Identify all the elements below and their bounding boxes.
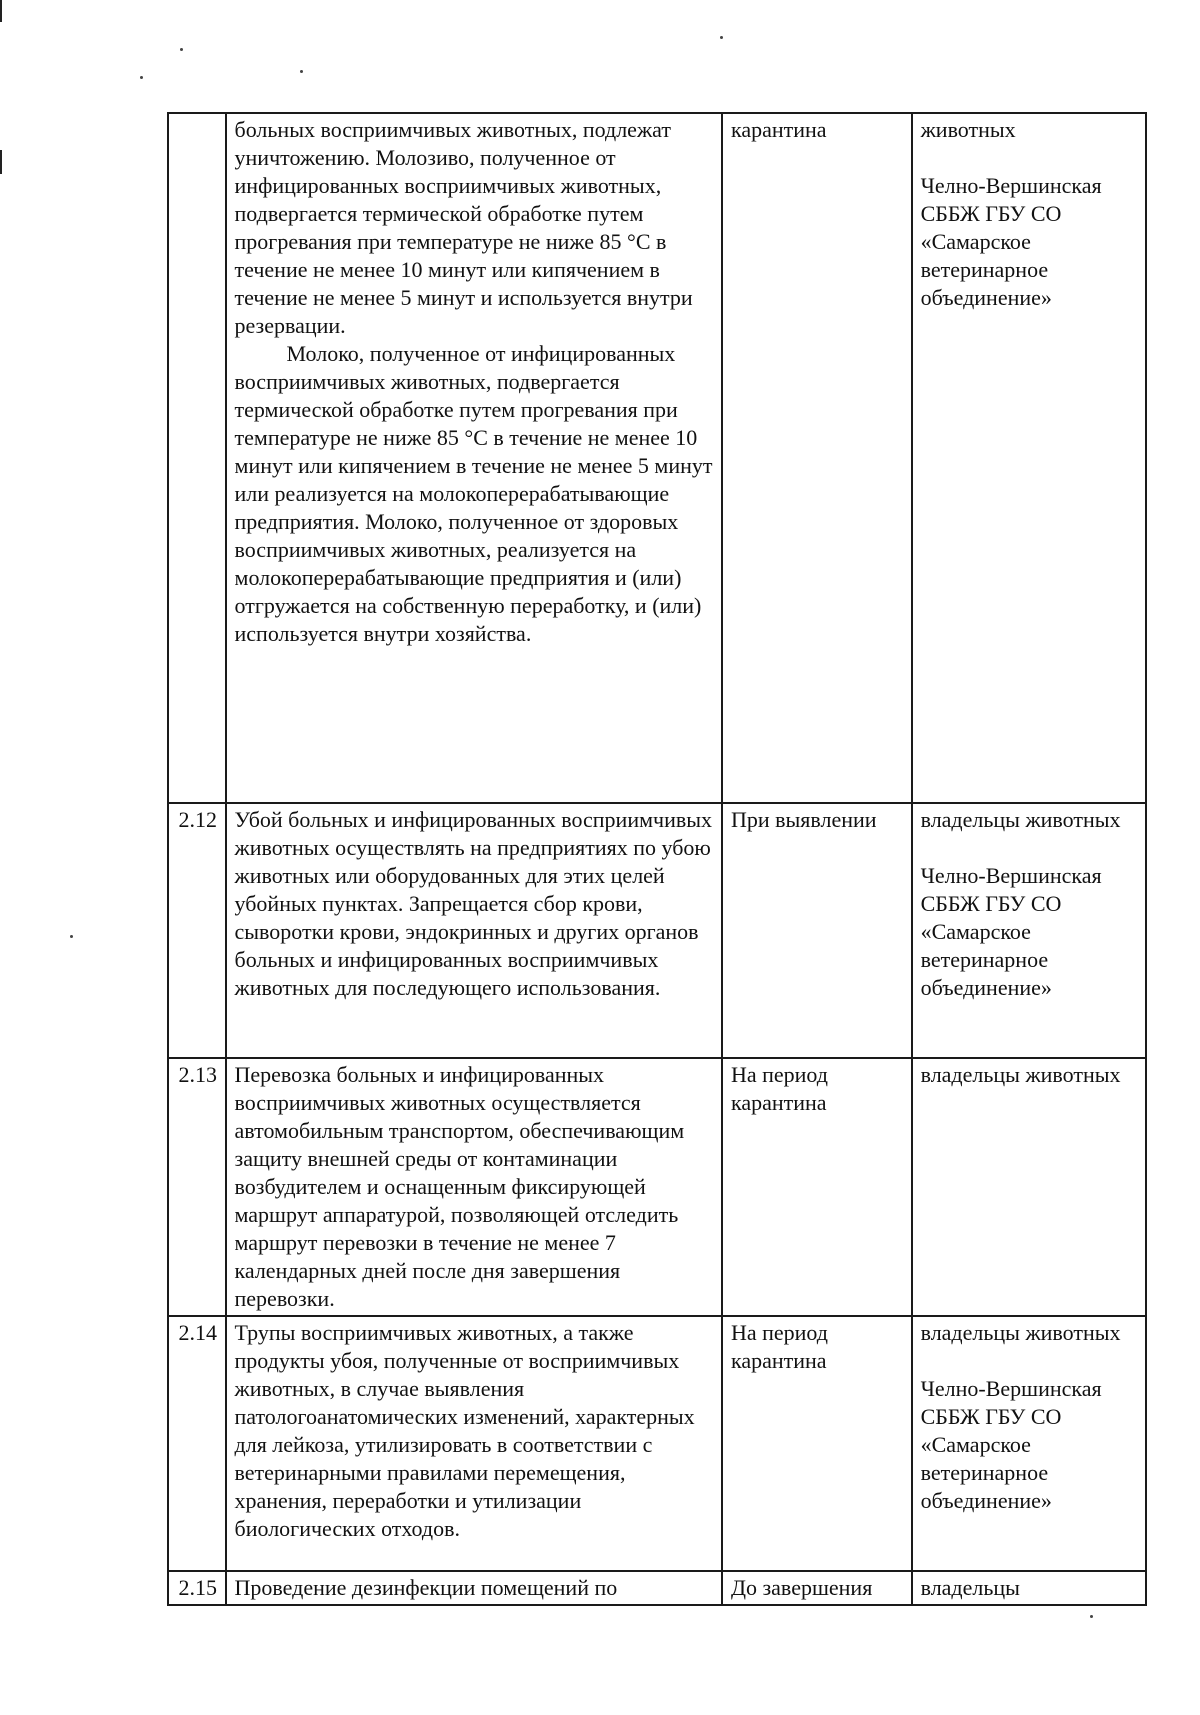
scan-speck — [180, 48, 183, 51]
table-row — [168, 113, 1146, 803]
row-number: 2.15 — [168, 1571, 226, 1605]
measure-description — [226, 1316, 722, 1571]
table-row — [168, 803, 1146, 1058]
responsible-line: Челно-Вершинская СББЖ ГБУ СО «Самарское ветеринарное объединение» — [920, 1376, 1102, 1513]
measure-responsible — [912, 803, 1146, 1058]
measure-term: При выявлении — [722, 803, 912, 1058]
measure-term: На период карантина — [722, 1058, 912, 1316]
table-row — [168, 1058, 1146, 1316]
responsible-line: владельцы животных — [920, 807, 1121, 832]
scan-edge-mark — [0, 150, 2, 174]
responsible-line: животных — [920, 117, 1016, 142]
responsible-line: владельцы животных — [920, 1320, 1121, 1345]
measure-description — [226, 1571, 722, 1605]
row-number: 2.12 — [168, 803, 226, 1058]
paragraph: Убой больных и инфицированных восприимчивых животных осуществлять на предприятиях по убою животных или оборудованных для этих целей убойных пунктах. Запрещается сбор крови, сыворотки крови, эндокринных и других органов больных и инфицированных восприимчивых животных для последующего использования. — [234, 807, 713, 1000]
measures-table — [167, 112, 1147, 1606]
measure-term: На период карантина — [722, 1316, 912, 1571]
measure-responsible — [912, 1316, 1146, 1571]
scan-speck — [300, 70, 303, 73]
paragraph: больных восприимчивых животных, подлежат уничтожению. Молозиво, полученное от инфицированных восприимчивых животных, подвергается термической обработке путем прогревания при температуре не ниже 85 °С в течение не менее 10 минут или кипячением в течение не менее 5 минут и используется внутри резервации. — [234, 117, 693, 338]
scan-speck — [70, 935, 73, 938]
paragraph: Проведение дезинфекции помещений по — [234, 1575, 618, 1600]
measure-description — [226, 113, 722, 803]
table-row — [168, 1316, 1146, 1571]
scan-speck — [720, 36, 723, 39]
measure-term: До завершения — [722, 1571, 912, 1605]
row-number: 2.14 — [168, 1316, 226, 1571]
paragraph: Трупы восприимчивых животных, а также продукты убоя, полученные от восприимчивых животных, в случае выявления патологоанатомических изменений, характерных для лейкоза, утилизировать в соответствии с ветеринарными правилами перемещения, хранения, переработки и утилизации биологических отходов. — [234, 1320, 695, 1541]
responsible-line: Челно-Вершинская СББЖ ГБУ СО «Самарское ветеринарное объединение» — [920, 173, 1102, 310]
paragraph: Молоко, полученное от инфицированных восприимчивых животных, подвергается термической обработке путем прогревания при температуре не ниже 85 °С в течение не менее 10 минут или кипячением в течение не менее 5 минут или реализуется на молокоперерабатывающие предприятия. Молоко, полученное от здоровых восприимчивых животных, реализуется на молокоперерабатывающие предприятия и (или) отгружается на собственную переработку, и (или) используется внутри хозяйства. — [234, 341, 713, 646]
scan-speck — [140, 76, 143, 79]
measure-responsible — [912, 1571, 1146, 1605]
responsible-line: владельцы — [920, 1575, 1020, 1600]
responsible-line: Челно-Вершинская СББЖ ГБУ СО «Самарское ветеринарное объединение» — [920, 863, 1102, 1000]
table-row — [168, 1571, 1146, 1605]
scan-edge-mark — [0, 0, 2, 22]
measure-responsible — [912, 1058, 1146, 1316]
responsible-line: владельцы животных — [920, 1062, 1121, 1087]
row-number — [168, 113, 226, 803]
measure-responsible — [912, 113, 1146, 803]
paragraph: Перевозка больных и инфицированных восприимчивых животных осуществляется автомобильным транспортом, обеспечивающим защиту внешней среды от контаминации возбудителем и оснащенным фиксирующей маршрут аппаратурой, позволяющей отследить маршрут перевозки в течение не менее 7 календарных дней после дня завершения перевозки. — [234, 1062, 685, 1311]
row-number: 2.13 — [168, 1058, 226, 1316]
measure-description — [226, 1058, 722, 1316]
scan-speck — [1090, 1615, 1093, 1618]
measure-description — [226, 803, 722, 1058]
measure-term: карантина — [722, 113, 912, 803]
